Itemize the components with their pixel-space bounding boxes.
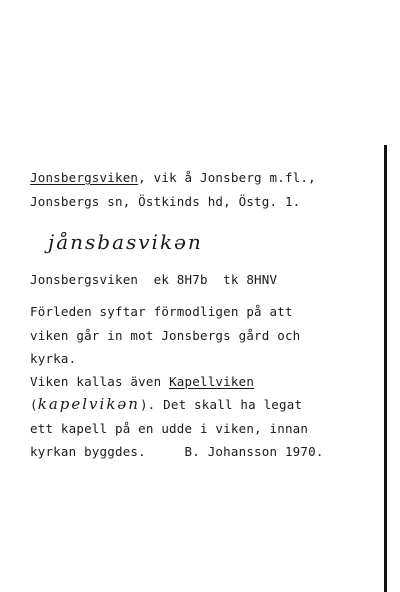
card-line-3: Jonsbergsviken ek 8H7b tk 8HNV xyxy=(30,272,278,287)
card-line-5: viken går in mot Jonsbergs gård och xyxy=(30,328,301,343)
card-line-4: Förleden syftar förmodligen på att xyxy=(30,304,293,319)
card-line-6: kyrka. xyxy=(30,351,77,366)
card-line-2: Jonsbergs sn, Östkinds hd, Östg. 1. xyxy=(30,194,301,209)
line-8-rest: ). Det skall ha legat xyxy=(139,397,303,412)
card-line-10: kyrkan byggdes. B. Johansson 1970. xyxy=(30,444,324,459)
card-line-8 xyxy=(30,396,302,413)
card-line-9: ett kapell på en udde i viken, innan xyxy=(30,421,309,436)
card-line-7 xyxy=(30,374,254,390)
card-edge-line xyxy=(384,145,387,592)
open-paren: ( xyxy=(30,397,38,412)
card-line-1 xyxy=(30,170,316,186)
line-7-prefix: Viken kallas även xyxy=(30,374,170,389)
handwritten-pronunciation-2: kapelvikən xyxy=(37,395,140,413)
handwritten-pronunciation: jånsbasvikən xyxy=(48,230,203,254)
alternate-name: Kapellviken xyxy=(169,374,255,389)
location-text: , vik å Jonsberg m.fl., xyxy=(138,170,316,185)
headword: Jonsbergsviken xyxy=(30,170,139,185)
